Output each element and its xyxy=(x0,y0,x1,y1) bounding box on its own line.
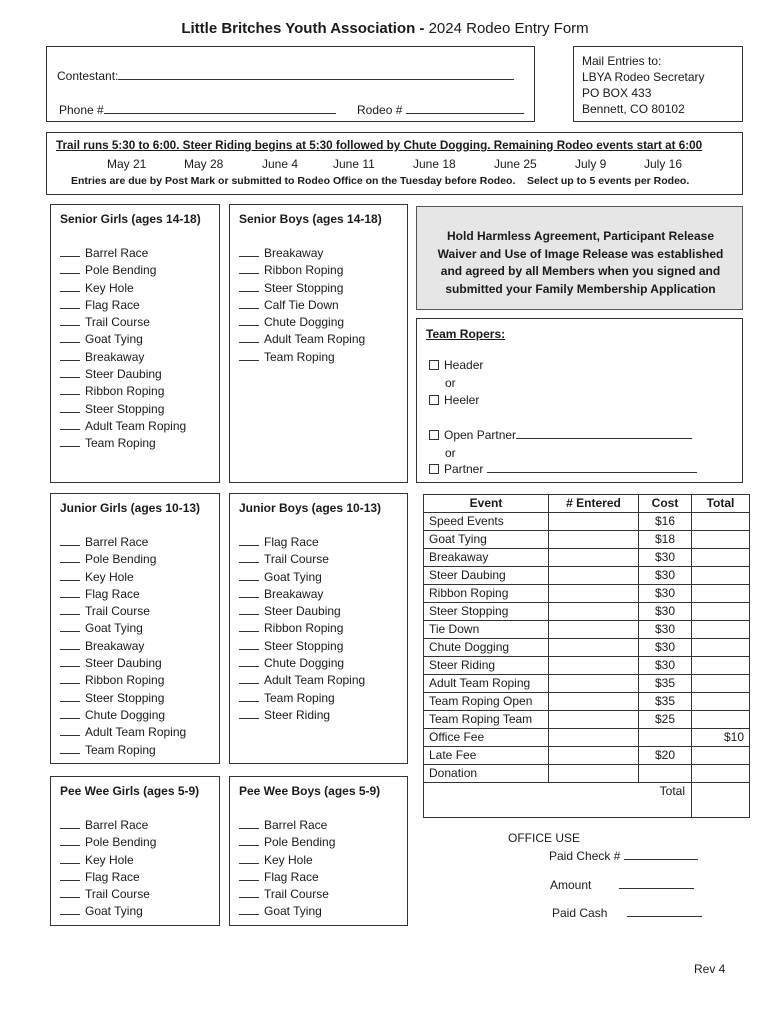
event-entry[interactable]: Trail Course xyxy=(239,551,365,568)
junior-boys-box xyxy=(229,493,408,764)
schedule-date: July 9 xyxy=(575,157,607,171)
schedule-date: June 11 xyxy=(333,157,375,171)
event-entry[interactable]: Ribbon Roping xyxy=(239,620,365,637)
total-cell[interactable] xyxy=(692,621,750,639)
event-entry[interactable]: Adult Team Roping xyxy=(60,418,186,435)
total-cell[interactable] xyxy=(692,747,750,765)
page-title xyxy=(0,20,770,37)
cost-cell: $30 xyxy=(639,657,692,675)
table-row xyxy=(424,585,750,603)
cost-cell: $30 xyxy=(639,639,692,657)
cost-cell: $30 xyxy=(639,585,692,603)
event-entry[interactable]: Steer Stopping xyxy=(239,638,365,655)
total-cell[interactable] xyxy=(692,531,750,549)
event-cell: Speed Events xyxy=(424,513,549,531)
entered-cell[interactable] xyxy=(549,585,639,603)
senior-boys-title: Senior Boys (ages 14-18) xyxy=(239,212,382,226)
entered-cell[interactable] xyxy=(549,531,639,549)
event-entry[interactable]: Ribbon Roping xyxy=(239,262,365,279)
entered-cell[interactable] xyxy=(549,657,639,675)
event-entry[interactable]: Trail Course xyxy=(60,314,186,331)
table-row xyxy=(424,747,750,765)
event-entry[interactable]: Team Roping xyxy=(60,742,186,759)
event-entry[interactable]: Pole Bending xyxy=(60,834,156,851)
table-row xyxy=(424,621,750,639)
senior-girls-title: Senior Girls (ages 14-18) xyxy=(60,212,201,226)
event-entry[interactable]: Flag Race xyxy=(60,869,156,886)
event-cell: Chute Dogging xyxy=(424,639,549,657)
cost-cell: $18 xyxy=(639,531,692,549)
event-entry[interactable]: Flag Race xyxy=(239,534,365,551)
cost-cell: $30 xyxy=(639,567,692,585)
junior-boys-list xyxy=(239,534,365,724)
entered-cell[interactable] xyxy=(549,693,639,711)
table-row xyxy=(424,531,750,549)
entered-cell[interactable] xyxy=(549,549,639,567)
event-entry[interactable]: Pole Bending xyxy=(239,834,335,851)
event-cell: Goat Tying xyxy=(424,531,549,549)
entered-cell[interactable] xyxy=(549,747,639,765)
total-cell[interactable] xyxy=(692,675,750,693)
total-label: Total xyxy=(424,783,692,818)
phone-field[interactable] xyxy=(59,103,336,117)
event-entry[interactable]: Flag Race xyxy=(239,869,335,886)
event-entry[interactable]: Breakaway xyxy=(239,245,365,262)
mail-line: Mail Entries to: xyxy=(582,54,662,68)
entered-cell[interactable] xyxy=(549,711,639,729)
event-cell: Adult Team Roping xyxy=(424,675,549,693)
col-event: Event xyxy=(424,495,549,513)
event-cell: Team Roping Open xyxy=(424,693,549,711)
entered-cell[interactable] xyxy=(549,765,639,783)
total-cell[interactable] xyxy=(692,549,750,567)
contestant-box xyxy=(46,46,535,122)
checkbox-icon[interactable] xyxy=(429,360,439,370)
mail-line: PO BOX 433 xyxy=(582,86,652,100)
mail-line: Bennett, CO 80102 xyxy=(582,102,685,116)
table-row xyxy=(424,657,750,675)
junior-girls-list xyxy=(60,534,186,759)
event-cell: Donation xyxy=(424,765,549,783)
event-cell: Office Fee xyxy=(424,729,549,747)
event-cell: Tie Down xyxy=(424,621,549,639)
amount-field[interactable]: Amount xyxy=(550,878,694,892)
or-text: or xyxy=(445,376,456,390)
team-ropers-box xyxy=(416,318,743,483)
schedule-note: Entries are due by Post Mark or submitted to Rodeo Office on the Tuesday before Rodeo. Select up to 5 events per Rodeo. xyxy=(71,175,690,187)
peewee-boys-list xyxy=(239,817,335,921)
total-cell[interactable] xyxy=(692,513,750,531)
event-entry[interactable]: Barrel Race xyxy=(60,245,186,262)
total-cell[interactable]: $10 xyxy=(692,729,750,747)
senior-boys-box xyxy=(229,204,408,483)
event-cell: Late Fee xyxy=(424,747,549,765)
event-entry[interactable]: Calf Tie Down xyxy=(239,297,365,314)
entered-cell[interactable] xyxy=(549,603,639,621)
total-row xyxy=(424,783,750,818)
open-partner-field[interactable]: Open Partner xyxy=(429,428,692,442)
event-cell: Steer Daubing xyxy=(424,567,549,585)
event-entry[interactable]: Adult Team Roping xyxy=(239,672,365,689)
fees-table xyxy=(423,494,750,818)
peewee-girls-box xyxy=(50,776,220,926)
cost-cell xyxy=(639,729,692,747)
contestant-field[interactable] xyxy=(57,69,514,83)
office-use-title: OFFICE USE xyxy=(508,831,581,845)
event-entry[interactable]: Goat Tying xyxy=(239,903,335,920)
event-cell: Steer Riding xyxy=(424,657,549,675)
rodeo-number-field[interactable] xyxy=(357,103,524,117)
event-entry[interactable]: Key Hole xyxy=(60,569,186,586)
table-row xyxy=(424,513,750,531)
event-entry[interactable]: Steer Stopping xyxy=(239,280,365,297)
event-entry[interactable]: Goat Tying xyxy=(60,331,186,348)
event-entry[interactable]: Breakaway xyxy=(60,638,186,655)
event-entry[interactable]: Steer Stopping xyxy=(60,401,186,418)
event-entry[interactable]: Goat Tying xyxy=(60,903,156,920)
event-entry[interactable]: Pole Bending xyxy=(60,551,186,568)
table-row xyxy=(424,549,750,567)
table-row xyxy=(424,693,750,711)
event-entry[interactable]: Team Roping xyxy=(60,435,186,452)
event-cell: Team Roping Team xyxy=(424,711,549,729)
entered-cell[interactable] xyxy=(549,567,639,585)
event-entry[interactable]: Team Roping xyxy=(239,349,365,366)
event-entry[interactable]: Key Hole xyxy=(239,852,335,869)
schedule-date: July 16 xyxy=(644,157,683,171)
partner-field[interactable]: Partner xyxy=(429,462,697,476)
cost-cell: $16 xyxy=(639,513,692,531)
event-entry[interactable]: Steer Riding xyxy=(239,707,365,724)
event-entry[interactable]: Steer Daubing xyxy=(60,366,186,383)
cost-cell: $30 xyxy=(639,621,692,639)
team-ropers-title: Team Ropers: xyxy=(426,327,506,341)
total-cell[interactable] xyxy=(692,693,750,711)
schedule-date: May 21 xyxy=(107,157,147,171)
event-cell: Steer Stopping xyxy=(424,603,549,621)
paid-check-field[interactable]: Paid Check # xyxy=(549,849,698,863)
event-entry[interactable]: Chute Dogging xyxy=(239,655,365,672)
senior-boys-list xyxy=(239,245,365,366)
junior-girls-title: Junior Girls (ages 10-13) xyxy=(60,501,201,515)
entered-cell[interactable] xyxy=(549,675,639,693)
junior-girls-box xyxy=(50,493,220,764)
event-entry[interactable]: Chute Dogging xyxy=(60,707,186,724)
event-entry[interactable]: Key Hole xyxy=(60,280,186,297)
event-entry[interactable]: Adult Team Roping xyxy=(239,331,365,348)
table-row xyxy=(424,765,750,783)
total-cell[interactable] xyxy=(692,585,750,603)
waiver-text: Hold Harmless Agreement, Participant Release Waiver and Use of Image Release was established and agreed by all Members when you signed and submitted your Family Membership Application xyxy=(437,229,724,296)
event-entry[interactable]: Breakaway xyxy=(239,586,365,603)
event-entry[interactable]: Steer Stopping xyxy=(60,690,186,707)
event-entry[interactable]: Barrel Race xyxy=(239,817,335,834)
event-cell: Ribbon Roping xyxy=(424,585,549,603)
event-entry[interactable]: Pole Bending xyxy=(60,262,186,279)
title-org: Little Britches Youth Association - xyxy=(181,20,425,37)
checkbox-icon[interactable] xyxy=(429,464,439,474)
schedule-box xyxy=(46,132,743,195)
table-row xyxy=(424,639,750,657)
table-row xyxy=(424,711,750,729)
peewee-girls-title: Pee Wee Girls (ages 5-9) xyxy=(60,784,200,798)
schedule-date: June 18 xyxy=(413,157,456,171)
cost-cell: $25 xyxy=(639,711,692,729)
total-cell[interactable] xyxy=(692,567,750,585)
heeler-option[interactable]: Heeler xyxy=(429,393,479,407)
event-entry[interactable]: Trail Course xyxy=(60,603,186,620)
total-cell[interactable] xyxy=(692,657,750,675)
mail-box xyxy=(573,46,743,122)
senior-girls-box xyxy=(50,204,220,483)
phone-label: Phone # xyxy=(59,103,104,117)
cost-cell: $35 xyxy=(639,693,692,711)
col-entered: # Entered xyxy=(549,495,639,513)
event-entry[interactable]: Flag Race xyxy=(60,586,186,603)
schedule-date: May 28 xyxy=(184,157,224,171)
event-entry[interactable]: Team Roping xyxy=(239,690,365,707)
contestant-label: Contestant: xyxy=(57,69,119,83)
cost-cell: $35 xyxy=(639,675,692,693)
total-cell[interactable] xyxy=(692,765,750,783)
col-cost: Cost xyxy=(639,495,692,513)
event-entry[interactable]: Flag Race xyxy=(60,297,186,314)
waiver-box xyxy=(416,206,743,310)
cost-cell xyxy=(639,765,692,783)
total-cell[interactable] xyxy=(692,639,750,657)
cost-cell: $30 xyxy=(639,603,692,621)
event-entry[interactable]: Goat Tying xyxy=(239,569,365,586)
event-entry[interactable]: Barrel Race xyxy=(60,534,186,551)
event-entry[interactable]: Trail Course xyxy=(239,886,335,903)
event-entry[interactable]: Ribbon Roping xyxy=(60,383,186,400)
table-row xyxy=(424,729,750,747)
header-option[interactable]: Header xyxy=(429,358,483,372)
event-entry[interactable]: Ribbon Roping xyxy=(60,672,186,689)
event-cell: Breakaway xyxy=(424,549,549,567)
checkbox-icon[interactable] xyxy=(429,395,439,405)
checkbox-icon[interactable] xyxy=(429,430,439,440)
or-text: or xyxy=(445,446,456,460)
event-entry[interactable]: Chute Dogging xyxy=(239,314,365,331)
grand-total-cell[interactable] xyxy=(692,783,750,818)
event-entry[interactable]: Steer Daubing xyxy=(239,603,365,620)
event-entry[interactable]: Key Hole xyxy=(60,852,156,869)
junior-boys-title: Junior Boys (ages 10-13) xyxy=(239,501,382,515)
table-row xyxy=(424,675,750,693)
fees-body xyxy=(424,513,750,783)
cost-cell: $30 xyxy=(639,549,692,567)
event-entry[interactable]: Barrel Race xyxy=(60,817,156,834)
entered-cell[interactable] xyxy=(549,639,639,657)
event-entry[interactable]: Goat Tying xyxy=(60,620,186,637)
schedule-headline: Trail runs 5:30 to 6:00. Steer Riding begins at 5:30 followed by Chute Dogging. Remaining Rodeo events start at 6:00 xyxy=(56,139,703,152)
rodeo-label: Rodeo # xyxy=(357,103,403,117)
mail-line: LBYA Rodeo Secretary xyxy=(582,70,705,84)
table-row xyxy=(424,567,750,585)
event-entry[interactable]: Trail Course xyxy=(60,886,156,903)
col-total: Total xyxy=(692,495,750,513)
cost-cell: $20 xyxy=(639,747,692,765)
event-entry[interactable]: Adult Team Roping xyxy=(60,724,186,741)
table-header-row xyxy=(424,495,750,513)
table-row xyxy=(424,603,750,621)
peewee-boys-title: Pee Wee Boys (ages 5-9) xyxy=(239,784,381,798)
revision-label: Rev 4 xyxy=(694,962,726,976)
entered-cell[interactable] xyxy=(549,729,639,747)
peewee-boys-box xyxy=(229,776,408,926)
schedule-date: June 25 xyxy=(494,157,537,171)
schedule-dates xyxy=(47,157,744,173)
event-entry[interactable]: Steer Daubing xyxy=(60,655,186,672)
senior-girls-list xyxy=(60,245,186,453)
paid-cash-field[interactable]: Paid Cash xyxy=(552,906,702,920)
event-entry[interactable]: Breakaway xyxy=(60,349,186,366)
schedule-date: June 4 xyxy=(262,157,299,171)
total-cell[interactable] xyxy=(692,603,750,621)
total-cell[interactable] xyxy=(692,711,750,729)
peewee-girls-list xyxy=(60,817,156,921)
entered-cell[interactable] xyxy=(549,621,639,639)
entered-cell[interactable] xyxy=(549,513,639,531)
title-form: 2024 Rodeo Entry Form xyxy=(428,20,589,37)
